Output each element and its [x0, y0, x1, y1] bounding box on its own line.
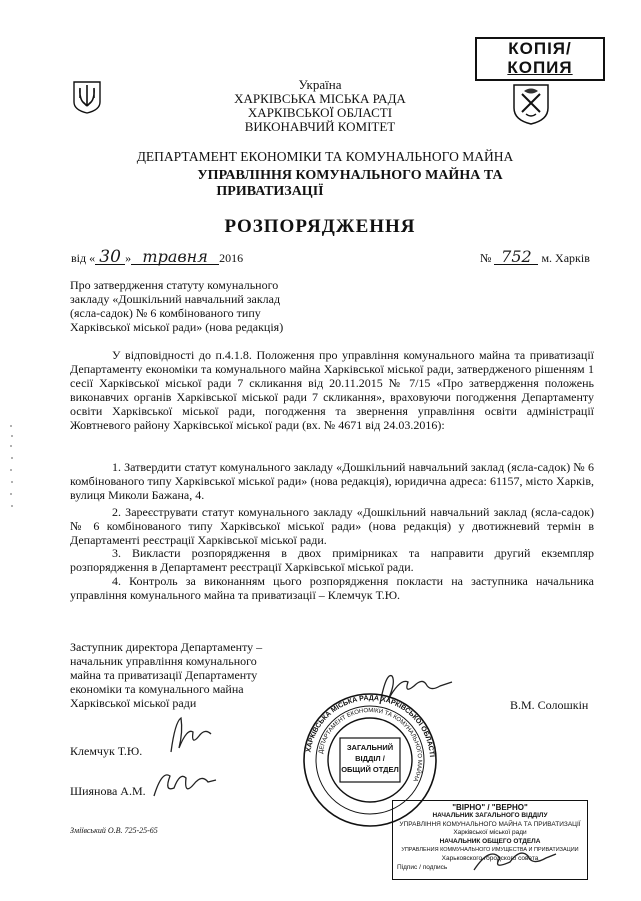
copy-stamp — [475, 37, 605, 81]
cert-stamp-line: НАЧАЛЬНИК ЗАГАЛЬНОГО ВІДДІЛУ — [432, 812, 548, 819]
subject-block — [70, 278, 350, 334]
header-committee: ВИКОНАВЧИЙ КОМІТЕТ — [244, 119, 396, 134]
date-line — [71, 247, 271, 268]
approval-signature-icon — [165, 712, 215, 760]
header-council: ХАРКІВСЬКА МІСЬКА РАДА — [234, 91, 406, 106]
date-mid: » — [125, 251, 132, 265]
number-prefix: № — [480, 251, 492, 265]
item-paragraph: 2. Зареєструвати статут комунального закладу «Дошкільний навчальний заклад (ясла-садок) № 6 комбінованого типу Харківської міської ради» (нова редакція) у двотижневий термін в Департаменті реєстрації Харківської міської ради. — [70, 505, 594, 547]
cert-stamp-line: Харьковского городского совета — [441, 854, 539, 862]
subject-line: Про затвердження статуту комунального — [70, 278, 279, 292]
cert-stamp-line: "ВІРНО" / "ВЕРНО" — [452, 803, 528, 812]
item-paragraph: 4. Контроль за виконанням цього розпорядження покласти на заступника начальника управління комунального майна та приватизації – Клемчук Т.Ю. — [70, 574, 594, 602]
round-stamp-outer-text: ХАРКІВСЬКА МІСЬКА РАДА ХАРКІВСЬКОЇ ОБЛАСТІ — [305, 694, 435, 758]
header-directorate-line1: УПРАВЛІННЯ КОМУНАЛЬНОГО МАЙНА ТА — [197, 168, 503, 183]
scan-margin-dots — [10, 425, 14, 515]
date-year: 2016 — [219, 251, 244, 265]
round-stamp-center-line: ВІДДІЛ / — [355, 754, 385, 763]
approval-signature-icon — [150, 762, 220, 808]
subject-line: (ясла-садок) № 6 комбінованого типу — [70, 306, 261, 320]
cert-stamp-line: УПРАВЛІННЯ КОМУНАЛЬНОГО МАЙНА ТА ПРИВАТИЗАЦІЇ — [399, 820, 581, 828]
signatory-name: В.М. Солошкін — [510, 698, 589, 712]
round-stamp-center-line: ОБЩИЙ ОТДЕЛ — [341, 765, 399, 774]
cert-stamp-line: НАЧАЛЬНИК ОБЩЕГО ОТДЕЛА — [439, 837, 541, 845]
header-department: ДЕПАРТАМЕНТ ЕКОНОМІКИ ТА КОМУНАЛЬНОГО МАЙНА — [136, 149, 514, 164]
cert-signature-icon — [470, 840, 560, 878]
approval-name: Клемчук Т.Ю. — [70, 744, 143, 758]
executor-line: Зміївський О.В. 725-25-65 — [70, 826, 158, 835]
round-stamp-center-line: ЗАГАЛЬНИЙ — [346, 743, 394, 752]
kharkiv-coat-of-arms-icon — [510, 82, 552, 126]
header-region: ХАРКІВСЬКОЇ ОБЛАСТІ — [247, 105, 393, 120]
subject-line: Харківської міської ради» (нова редакція) — [70, 320, 284, 334]
trident-emblem-icon — [72, 80, 102, 114]
header-country: Україна — [298, 77, 342, 92]
cert-stamp-line: Підпис / подпись — [397, 863, 448, 871]
cert-stamp-line: Харківської міської ради — [453, 829, 527, 837]
city: м. Харків — [541, 251, 590, 265]
header-directorate-line2: ПРИВАТИЗАЦІЇ — [216, 184, 324, 199]
date-month: травня — [131, 250, 219, 265]
date-prefix: від « — [71, 251, 96, 265]
cert-stamp-line: УПРАВЛЕНИЯ КОММУНАЛЬНОГО ИМУЩЕСТВА И ПРИВАТИЗАЦИИ — [401, 847, 579, 854]
signatory-line: економіки та комунального майна — [70, 682, 244, 696]
copy-stamp-line1: КОПІЯ/ — [508, 39, 572, 58]
round-stamp-center — [340, 742, 400, 775]
signatory-line: начальник управління комунального — [70, 654, 257, 668]
signatory-line: Харківської міської ради — [70, 696, 197, 710]
signatory-line: Заступник директора Департаменту – — [70, 640, 263, 654]
copy-stamp-line2: КОПИЯ — [507, 58, 573, 77]
item-paragraph: 3. Викласти розпорядження в двох примірниках та направити другий екземпляр розпорядження в Департамент реєстрації Харківської міської ради. — [70, 546, 594, 574]
signatory-block — [70, 640, 310, 710]
signatory-line: майна та приватизації Департаменту — [70, 668, 258, 682]
number-line — [480, 247, 610, 268]
subject-line: закладу «Дошкільний навчальний заклад — [70, 292, 281, 306]
preamble-paragraph: У відповідності до п.4.1.8. Положення про управління комунального майна та приватизації Департаменту економіки та комунального майна Харківської міської ради, затвердженого рішенням 1 сесії Харківської міської ради 7 скликання від 20.11.2015 № 7/15 «Про затвердження положень виконавчих органів Харківської міської ради 7 скликання», враховуючи погодження Департаменту освіти Харківської міської ради, погодження та звернення управління освіти адміністрації Жовтневого району Харківської міської ради (вх. № 4671 від 24.03.2016): — [70, 348, 594, 432]
date-day: 30 — [95, 250, 125, 265]
order-number: 752 — [494, 250, 538, 265]
document-title: РОЗПОРЯДЖЕННЯ — [224, 216, 416, 237]
item-paragraph: 1. Затвердити статут комунального закладу «Дошкільний навчальний заклад (ясла-садок) № 6 комбінованого типу Харківської міської ради» (нова редакція), юридична адреса: 61157, місто Харків, вулиця Миколи Бажана, 4. — [70, 460, 594, 502]
round-stamp-inner-text: ДЕПАРТАМЕНТ ЕКОНОМІКИ ТА КОМУНАЛЬНОГО МАЙНА — [318, 707, 423, 783]
approval-name: Шиянова А.М. — [70, 784, 146, 798]
